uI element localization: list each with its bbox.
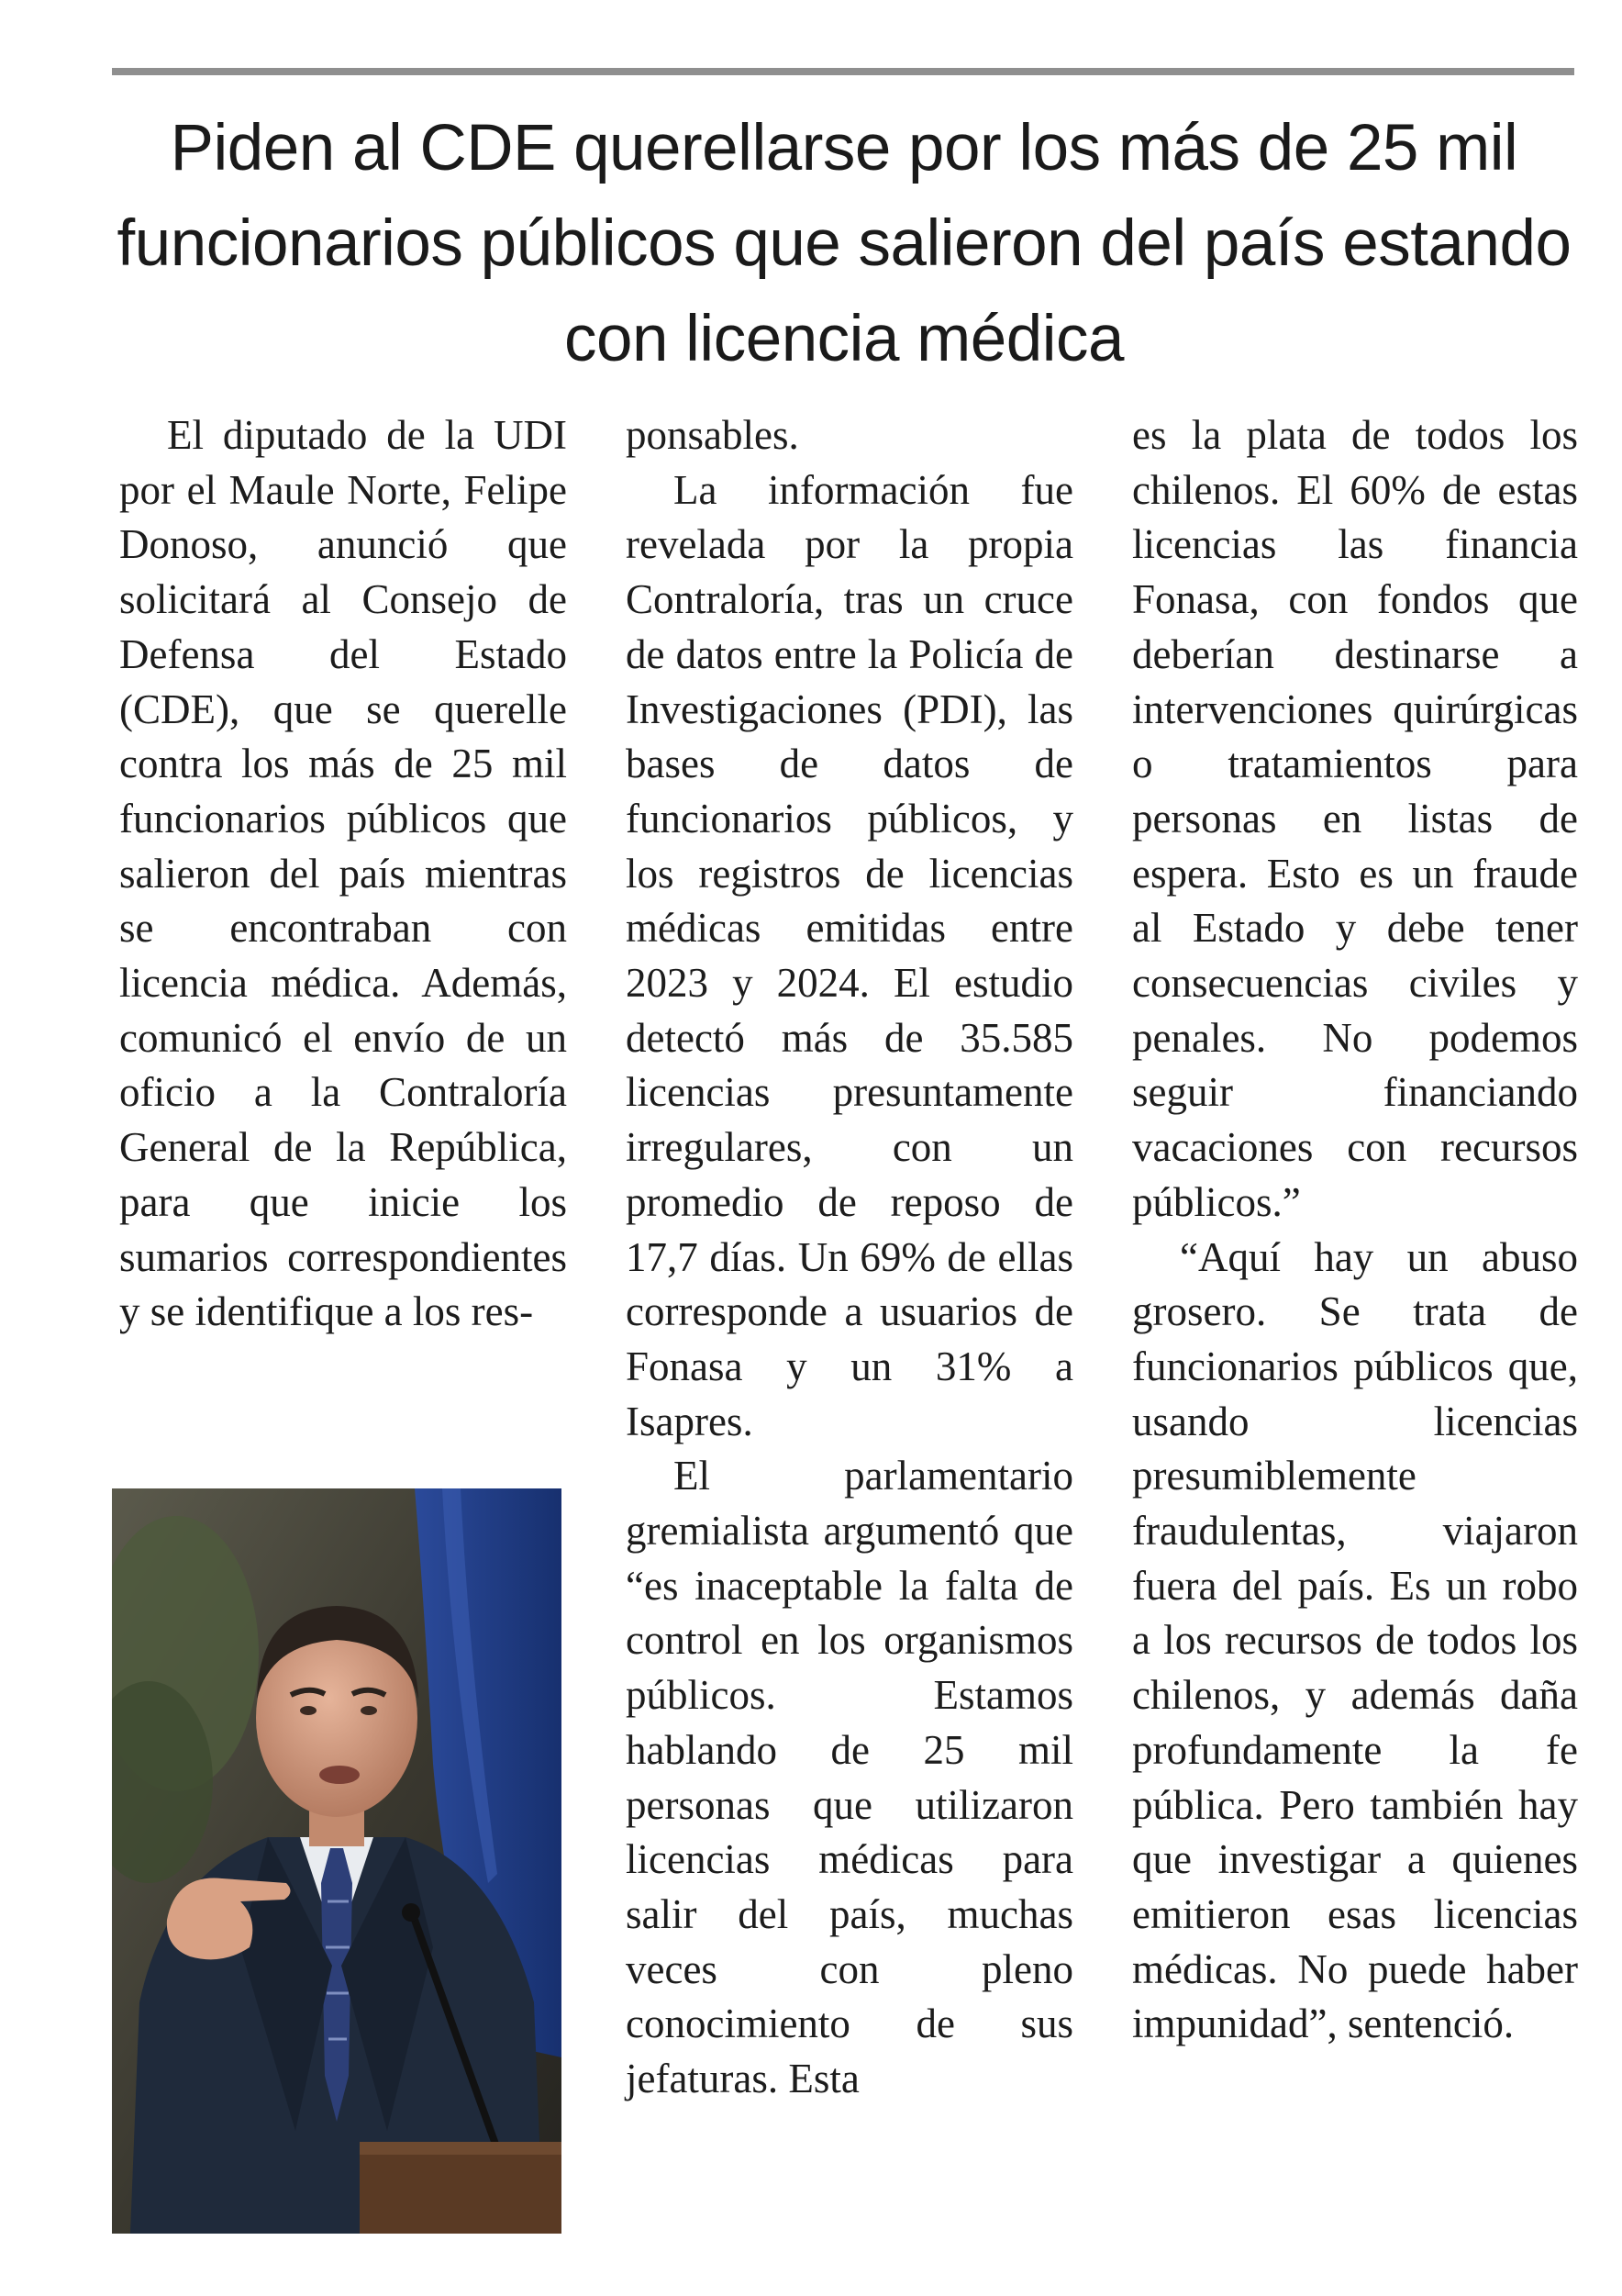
paragraph-1-end: ponsables.	[626, 412, 799, 458]
text-column-2	[626, 408, 1073, 2107]
text-column-1	[119, 408, 567, 1340]
article-photo	[112, 1488, 561, 2234]
paragraph-4: “Aquí hay un abuso grosero. Se trata de funcionarios públicos que, usando licencias presumiblemente fraudulentas, viajaron fuera del país. Es un robo a los recursos de todos los chilenos, y además daña profundamente la fe pública. Pero también hay que investigar a quienes emitieron esas licencias médicas. No puede haber impunidad”, sentenció.	[1132, 1233, 1578, 2047]
article-headline: Piden al CDE querellarse por los más de 25 mil funcionarios públicos que salieron del país estando con licencia médica	[117, 112, 1572, 375]
photo-illustration	[112, 1488, 561, 2234]
text-column-3	[1132, 408, 1578, 2052]
paragraph-1: El diputado de la UDI por el Maule Norte, Felipe Donoso, anunció que solicitará al Consejo de Defensa del Estado (CDE), que se querelle contra los más de 25 mil funcionarios públicos que salieron del país mientras se encontraban con licencia médica. Además, comunicó el envío de un oficio a la Contraloría General de la República, para que inicie los sumarios correspondientes y se identifique a los res-	[119, 412, 567, 1335]
paragraph-2: La información fue revelada por la propia Contraloría, tras un cruce de datos entre la Policía de Investigaciones (PDI), las bases de datos de funcionarios públicos, y los registros de licencias médicas emitidas entre 2023 y 2024. El estudio detectó más de 35.585 licencias presuntamente irregulares, con un promedio de reposo de 17,7 días. Un 69% de ellas corresponde a usuarios de Fonasa y un 31% a Isapres.	[626, 466, 1073, 1444]
paragraph-3-end: es la plata de todos los chilenos. El 60% de estas licencias las financia Fonasa, con fondos que deberían destinarse a intervenciones quirúrgicas o tratamientos para personas en listas de espera. Esto es un fraude al Estado y debe tener consecuencias civiles y penales. No podemos seguir financiando vacaciones con recursos públicos.”	[1132, 412, 1578, 1225]
top-rule	[112, 68, 1574, 75]
paragraph-3: El parlamentario gremialista argumentó que “es inaceptable la falta de control en los organismos públicos. Estamos hablando de 25 mil personas que utilizaron licencias médicas para salir del país, muchas veces con pleno conocimiento de sus jefaturas. Esta	[626, 1453, 1073, 2102]
